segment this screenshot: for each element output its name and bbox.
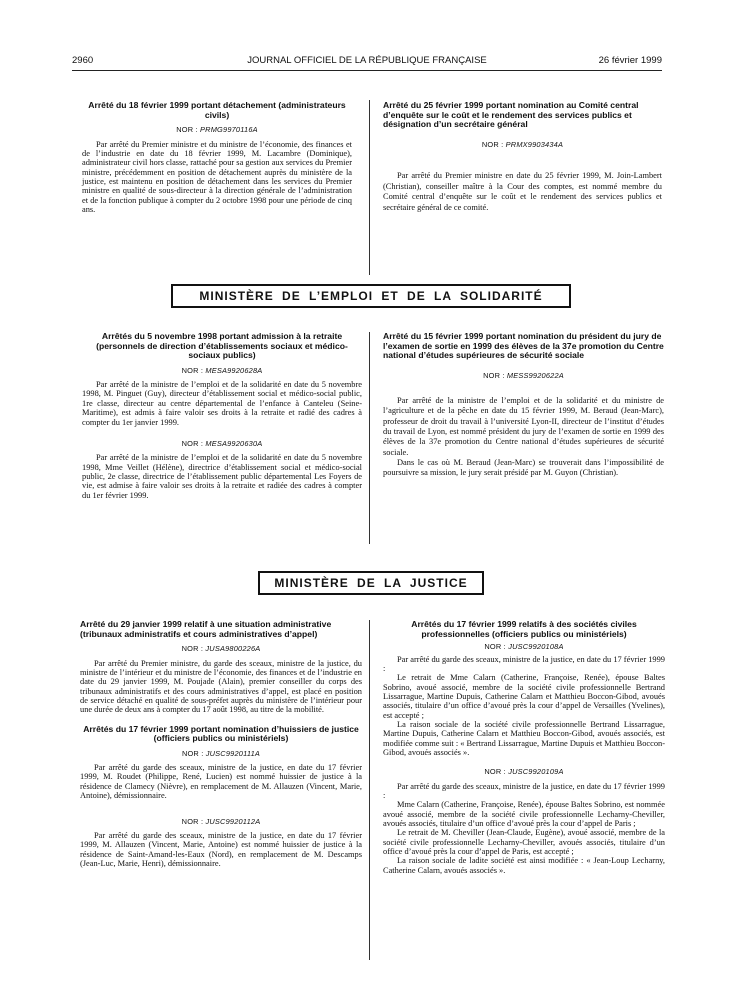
ministry-heading: MINISTÈRE DE L’EMPLOI ET DE LA SOLIDARITÉ [171,284,571,308]
page-number: 2960 [72,55,94,66]
article-title: Arrêtés du 17 février 1999 relatifs à des sociétés civiles professionnelles (officiers publics ou ministériels) [411,619,637,639]
article-title: Arrêtés du 5 novembre 1998 portant admission à la retraite (personnels de direction d’établissements sociaux et médico-sociaux publics) [96,331,348,361]
article-paragraph: Par arrêté du garde des sceaux, ministre de la justice, en date du 17 février 1999 : [383,781,665,800]
article-retraite [82,332,362,500]
article-paragraph: Par arrêté du Premier ministre en date du 25 février 1999, M. Join-Lambert (Christian), conseiller maître à la Cour des comptes, est nommé membre du Comité central d’enquête sur le coût et le rendement des services publics et secrétaire général de ce comité. [383,171,662,212]
column-divider [369,620,370,960]
article-paragraph: Par arrêté du garde des sceaux, ministre de la justice, en date du 17 février 1999, M. Allauzen (Vincent, Marie, Antoine) est nommé huissier de justice à la résidence de Saint-Amand-les-Eaux (Nord), en remplacement de M. Descamps (Jean-Luc, Marie, Henri), démissionnaire. [80,830,362,868]
article-paragraph: Par arrêté de la ministre de l’emploi et de la solidarité et du ministre de l’agriculture et de la pêche en date du 15 février 1999, M. Beraud (Jean-Marc), professeur de droit du travail à l’université Lyon-II, directeur de l’institut d’études du travail de Lyon, est nommé président du jury de l’examen de sortie en 1999 des élèves de la 37e promotion du Centre national d’études supérieures de sécurité sociale. [383,396,664,457]
column-divider [369,100,370,275]
article-title: Arrêté du 15 février 1999 portant nomination du président du jury de l’examen de sortie en 1999 des élèves de la 37e promotion du Centre national d’études supérieures de sécurité sociale [383,331,664,361]
nor-reference: NOR : JUSC9920111A [181,748,261,758]
article-paragraph: Le retrait de Mme Calarn (Catherine, Françoise, Renée), épouse Baltes Sobrino, avoué associé, membre de la société civile professionnelle Bertrand Lissarrague, Martine Dupuis, Catherine Calarn et Matthieu Boccon-Gibod, avoués associés, titulaire d’un office d’avoué près la cour d’appel de Versailles (Yvelines), est accepté ; [383,673,665,720]
nor-reference: NOR : MESS9920622A [483,370,564,380]
nor-reference: NOR : JUSC9920112A [181,816,261,826]
column-divider [369,332,370,544]
article-comite-central [383,101,662,213]
article-paragraph: Par arrêté du Premier ministre et du ministre de l’économie, des finances et de l’industrie en date du 18 février 1999, M. Lacambre (Dominique), administrateur civil hors classe, rattaché pour sa gestion aux services du Premier ministre, précédemment en position de détachement auprès du ministère de la justice, est maintenu en position de détachement dans les services du Premier ministre en qualité de sous-directeur à la direction générale de l’administration et de la fonction publique à compter du 2 octobre 1998 pour une période de cinq ans. [82,139,352,214]
article-paragraph: Dans le cas où M. Beraud (Jean-Marc) se trouverait dans l’impossibilité de poursuivre sa mission, le jury serait présidé par M. Guyon (Christian). [383,457,664,478]
nor-reference: NOR : MESA9920630A [181,438,263,448]
page-header [72,55,662,69]
article-paragraph: Par arrêté du garde des sceaux, ministre de la justice, en date du 17 février 1999, M. Roudet (Philippe, René, Lucien) est nommé huissier de justice à la résidence de Clamecy (Nièvre), en remplacement de M. Allauzen (Vincent, Marie, Antoine), démissionnaire. [80,763,362,801]
article-paragraph: Mme Calarn (Catherine, Françoise, Renée), épouse Baltes Sobrino, est nommée avoué associé, membre de la société civile professionnelle Lecharny-Cheviller, avoués associés, titulaire d’un office d’avoué près la cour d’appel de Paris ; [383,800,665,829]
article-paragraph: La raison sociale de la société civile professionnelle Bertrand Lissarrague, Martine Dupuis, Catherine Calarn et Matthieu Boccon-Gibod, avoués associés, est modifiée comme suit : « Bertrand Lissarrague, Martine Dupuis et Matthieu Boccon-Gibod, avoués associés ». [383,719,665,757]
article-paragraph: Par arrêté de la ministre de l’emploi et de la solidarité en date du 5 novembre 1998, M. Pinguet (Guy), directeur d’établissement social et médico-social public, 1re classe, directeur au centre départemental de l’enfance à Canteleu (Seine-Maritime), est admis à faire valoir ses droits à la retraite et radié des cadres à compter du 1er janvier 1999. [82,380,362,427]
article-paragraph: La raison sociale de ladite société est ainsi modifiée : « Jean-Loup Lecharny, Catherine Calarn, avoués associés ». [383,856,665,875]
article-jury-examen [383,332,664,479]
article-societes-civiles [383,620,665,875]
ministry-heading: MINISTÈRE DE LA JUSTICE [258,571,484,595]
nor-reference: NOR : PRMX9903434A [481,139,564,149]
article-title: Arrêté du 29 janvier 1999 relatif à une situation administrative (tribunaux administratifs et cours administratives d’appel) [80,619,332,639]
journal-title: JOURNAL OFFICIEL DE LA RÉPUBLIQUE FRANÇAISE [247,55,487,66]
nor-reference: NOR : JUSA9800226A [181,644,261,654]
nor-reference: NOR : JUSC9920109A [484,767,564,777]
article-title: Arrêté du 25 février 1999 portant nomination au Comité central d’enquête sur le coût et le rendement des services publics et désignation d’un secrétaire général [383,100,639,130]
nor-reference: NOR : PRMG9970116A [176,125,258,135]
article-paragraph: Le retrait de M. Cheviller (Jean-Claude, Eugène), avoué associé, membre de la société civile professionnelle Lecharny-Cheviller, avoués associés, titulaire d’un office d’avoué près la cour d’appel de Paris, est accepté ; [383,828,665,857]
article-title: Arrêtés du 17 février 1999 portant nomination d’huissiers de justice (officiers publics ou ministériels) [83,723,359,744]
article-title: Arrêté du 18 février 1999 portant détachement (administrateurs civils) [88,100,346,120]
nor-reference: NOR : MESA9920628A [181,365,263,375]
header-rule [72,70,662,71]
article-paragraph: Par arrêté du Premier ministre, du garde des sceaux, ministre de la justice, du ministre de l’intérieur et du ministre de l’économie, des finances et de l’industrie en date du 29 janvier 1999, M. Poujade (Alain), premier conseiller du corps des tribunaux administratifs et des cours administratives d’appel, est placé en position de service détaché en qualité de sous-préfet auprès du ministère de l’intérieur pour une durée de deux ans à compter du 17 août 1998, au titre de la mobilité. [80,658,362,715]
article-situation-administrative [80,620,362,868]
article-paragraph: Par arrêté de la ministre de l’emploi et de la solidarité en date du 5 novembre 1998, Mme Veillet (Hélène), directrice d’établissement social et médico-social public, 2e classe, directrice de l’établissement public départemental Les Foyers de vie, est admise à faire valoir ses droits à la retraite et radiée des cadres à compter du 1er février 1999. [82,453,362,500]
article-paragraph: Par arrêté du garde des sceaux, ministre de la justice, en date du 17 février 1999 : [383,654,665,673]
nor-reference: NOR : JUSC9920108A [484,642,564,652]
issue-date: 26 février 1999 [598,55,662,66]
article-detachement [82,101,352,214]
